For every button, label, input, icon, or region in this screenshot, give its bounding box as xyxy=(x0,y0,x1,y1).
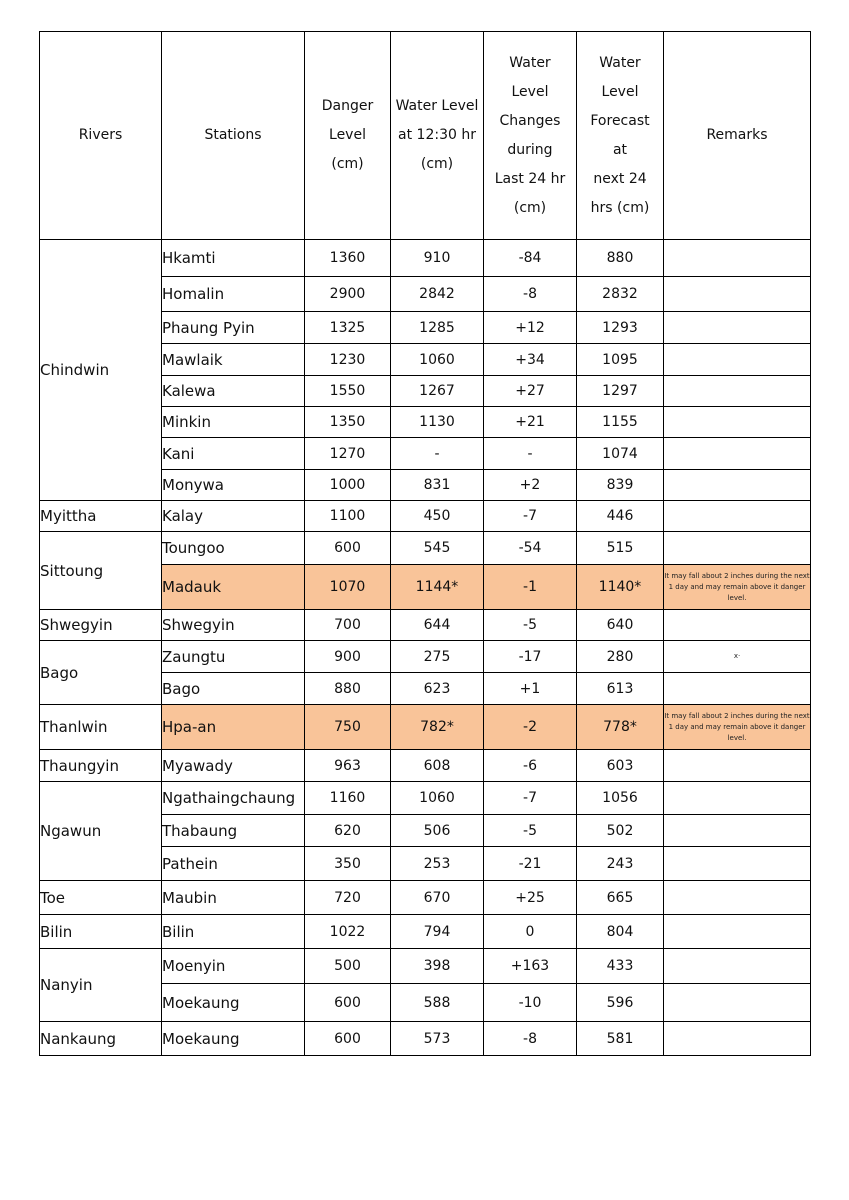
level-change-cell: - xyxy=(484,438,577,470)
forecast-cell: 665 xyxy=(577,881,664,915)
level-change-cell: +12 xyxy=(484,312,577,344)
remark-cell xyxy=(664,532,811,565)
forecast-cell: 1297 xyxy=(577,376,664,407)
water-level-cell: 545 xyxy=(391,532,484,565)
remark-cell: x· xyxy=(664,641,811,673)
river-name-cell: Thanlwin xyxy=(40,705,162,750)
remark-cell: It may fall about 2 inches during the next 1 day and may remain above it danger level. xyxy=(664,565,811,610)
danger-level-cell: 750 xyxy=(305,705,391,750)
level-change-cell: +34 xyxy=(484,344,577,376)
forecast-cell: 1074 xyxy=(577,438,664,470)
table-body xyxy=(40,240,811,1056)
forecast-cell: 581 xyxy=(577,1022,664,1056)
header-water-level: Water Level at 12:30 hr (cm) xyxy=(391,32,484,240)
water-level-cell: 506 xyxy=(391,815,484,847)
remark-cell xyxy=(664,407,811,438)
table-row xyxy=(40,501,811,532)
water-level-cell: 670 xyxy=(391,881,484,915)
table-row xyxy=(40,240,811,277)
forecast-cell: 778* xyxy=(577,705,664,750)
remark-cell xyxy=(664,312,811,344)
water-level-cell: 275 xyxy=(391,641,484,673)
river-name-cell: Nankaung xyxy=(40,1022,162,1056)
table-row xyxy=(40,915,811,949)
station-name-cell: Moekaung xyxy=(162,1022,305,1056)
table-row xyxy=(40,532,811,565)
level-change-cell: -8 xyxy=(484,277,577,312)
water-level-cell: 1130 xyxy=(391,407,484,438)
water-level-cell: 1144* xyxy=(391,565,484,610)
danger-level-cell: 900 xyxy=(305,641,391,673)
water-level-cell: 588 xyxy=(391,984,484,1022)
danger-level-cell: 1325 xyxy=(305,312,391,344)
remark-cell xyxy=(664,750,811,782)
water-level-cell: 644 xyxy=(391,610,484,641)
water-level-cell: 831 xyxy=(391,470,484,501)
river-name-cell: Toe xyxy=(40,881,162,915)
remark-cell xyxy=(664,277,811,312)
water-level-cell: 794 xyxy=(391,915,484,949)
water-level-cell: 782* xyxy=(391,705,484,750)
remark-cell: It may fall about 2 inches during the next 1 day and may remain above it danger level. xyxy=(664,705,811,750)
water-level-cell: 573 xyxy=(391,1022,484,1056)
station-name-cell: Phaung Pyin xyxy=(162,312,305,344)
forecast-cell: 1293 xyxy=(577,312,664,344)
water-level-cell: 398 xyxy=(391,949,484,984)
danger-level-cell: 1160 xyxy=(305,782,391,815)
station-name-cell: Pathein xyxy=(162,847,305,881)
remark-cell xyxy=(664,949,811,984)
station-name-cell: Minkin xyxy=(162,407,305,438)
header-stations: Stations xyxy=(162,32,305,240)
forecast-cell: 515 xyxy=(577,532,664,565)
remark-cell xyxy=(664,470,811,501)
remark-cell xyxy=(664,673,811,705)
level-change-cell: -1 xyxy=(484,565,577,610)
table-row xyxy=(40,750,811,782)
forecast-cell: 1140* xyxy=(577,565,664,610)
station-name-cell: Monywa xyxy=(162,470,305,501)
header-rivers: Rivers xyxy=(40,32,162,240)
river-name-cell: Nanyin xyxy=(40,949,162,1022)
forecast-cell: 1095 xyxy=(577,344,664,376)
water-level-cell: 910 xyxy=(391,240,484,277)
danger-level-cell: 1550 xyxy=(305,376,391,407)
river-name-cell: Chindwin xyxy=(40,240,162,501)
danger-level-cell: 1270 xyxy=(305,438,391,470)
level-change-cell: -7 xyxy=(484,501,577,532)
level-change-cell: +2 xyxy=(484,470,577,501)
level-change-cell: -7 xyxy=(484,782,577,815)
danger-level-cell: 1360 xyxy=(305,240,391,277)
level-change-cell: +21 xyxy=(484,407,577,438)
table-row xyxy=(40,881,811,915)
remark-cell xyxy=(664,376,811,407)
station-name-cell: Kalewa xyxy=(162,376,305,407)
danger-level-cell: 620 xyxy=(305,815,391,847)
danger-level-cell: 880 xyxy=(305,673,391,705)
station-name-cell: Kalay xyxy=(162,501,305,532)
remark-cell xyxy=(664,501,811,532)
water-level-cell: 450 xyxy=(391,501,484,532)
remark-cell xyxy=(664,881,811,915)
danger-level-cell: 1070 xyxy=(305,565,391,610)
river-name-cell: Bago xyxy=(40,641,162,705)
level-change-cell: +25 xyxy=(484,881,577,915)
danger-level-cell: 1100 xyxy=(305,501,391,532)
station-name-cell: Kani xyxy=(162,438,305,470)
station-name-cell: Moekaung xyxy=(162,984,305,1022)
station-name-cell: Thabaung xyxy=(162,815,305,847)
station-name-cell: Maubin xyxy=(162,881,305,915)
station-name-cell: Bago xyxy=(162,673,305,705)
river-water-level-table xyxy=(39,31,811,1056)
water-level-cell: - xyxy=(391,438,484,470)
station-name-cell: Bilin xyxy=(162,915,305,949)
remark-cell xyxy=(664,438,811,470)
remark-cell xyxy=(664,815,811,847)
danger-level-cell: 350 xyxy=(305,847,391,881)
station-name-cell: Madauk xyxy=(162,565,305,610)
table-row xyxy=(40,610,811,641)
forecast-cell: 596 xyxy=(577,984,664,1022)
forecast-cell: 613 xyxy=(577,673,664,705)
river-name-cell: Myittha xyxy=(40,501,162,532)
station-name-cell: Ngathaingchaung xyxy=(162,782,305,815)
danger-level-cell: 1000 xyxy=(305,470,391,501)
station-name-cell: Toungoo xyxy=(162,532,305,565)
remark-cell xyxy=(664,610,811,641)
level-change-cell: -5 xyxy=(484,815,577,847)
water-level-cell: 1060 xyxy=(391,782,484,815)
level-change-cell: -2 xyxy=(484,705,577,750)
level-change-cell: -84 xyxy=(484,240,577,277)
level-change-cell: -21 xyxy=(484,847,577,881)
level-change-cell: +27 xyxy=(484,376,577,407)
danger-level-cell: 1350 xyxy=(305,407,391,438)
forecast-cell: 433 xyxy=(577,949,664,984)
danger-level-cell: 1022 xyxy=(305,915,391,949)
remark-cell xyxy=(664,847,811,881)
remark-cell xyxy=(664,782,811,815)
header-danger-level: Danger Level (cm) xyxy=(305,32,391,240)
table-row xyxy=(40,949,811,984)
water-level-cell: 608 xyxy=(391,750,484,782)
water-level-cell: 1267 xyxy=(391,376,484,407)
header-level-forecast: Water Level Forecast at next 24 hrs (cm) xyxy=(577,32,664,240)
forecast-cell: 880 xyxy=(577,240,664,277)
level-change-cell: +1 xyxy=(484,673,577,705)
remark-cell xyxy=(664,1022,811,1056)
forecast-cell: 1155 xyxy=(577,407,664,438)
station-name-cell: Moenyin xyxy=(162,949,305,984)
water-level-cell: 2842 xyxy=(391,277,484,312)
forecast-cell: 804 xyxy=(577,915,664,949)
remark-cell xyxy=(664,240,811,277)
danger-level-cell: 720 xyxy=(305,881,391,915)
danger-level-cell: 500 xyxy=(305,949,391,984)
forecast-cell: 603 xyxy=(577,750,664,782)
forecast-cell: 280 xyxy=(577,641,664,673)
forecast-cell: 243 xyxy=(577,847,664,881)
river-name-cell: Bilin xyxy=(40,915,162,949)
level-change-cell: -17 xyxy=(484,641,577,673)
remark-cell xyxy=(664,984,811,1022)
level-change-cell: -6 xyxy=(484,750,577,782)
table-row xyxy=(40,782,811,815)
level-change-cell: -54 xyxy=(484,532,577,565)
danger-level-cell: 600 xyxy=(305,1022,391,1056)
danger-level-cell: 700 xyxy=(305,610,391,641)
station-name-cell: Shwegyin xyxy=(162,610,305,641)
remark-cell xyxy=(664,344,811,376)
forecast-cell: 446 xyxy=(577,501,664,532)
water-level-cell: 253 xyxy=(391,847,484,881)
danger-level-cell: 600 xyxy=(305,984,391,1022)
forecast-cell: 502 xyxy=(577,815,664,847)
river-name-cell: Ngawun xyxy=(40,782,162,881)
water-level-cell: 1285 xyxy=(391,312,484,344)
river-name-cell: Thaungyin xyxy=(40,750,162,782)
level-change-cell: -8 xyxy=(484,1022,577,1056)
river-name-cell: Shwegyin xyxy=(40,610,162,641)
remark-cell xyxy=(664,915,811,949)
danger-level-cell: 1230 xyxy=(305,344,391,376)
level-change-cell: -5 xyxy=(484,610,577,641)
header-remarks: Remarks xyxy=(664,32,811,240)
danger-level-cell: 600 xyxy=(305,532,391,565)
forecast-cell: 839 xyxy=(577,470,664,501)
danger-level-cell: 2900 xyxy=(305,277,391,312)
header-row xyxy=(40,32,811,240)
water-level-cell: 1060 xyxy=(391,344,484,376)
danger-level-cell: 963 xyxy=(305,750,391,782)
table-row xyxy=(40,1022,811,1056)
river-name-cell: Sittoung xyxy=(40,532,162,610)
station-name-cell: Homalin xyxy=(162,277,305,312)
station-name-cell: Myawady xyxy=(162,750,305,782)
water-level-cell: 623 xyxy=(391,673,484,705)
station-name-cell: Hpa-an xyxy=(162,705,305,750)
station-name-cell: Mawlaik xyxy=(162,344,305,376)
level-change-cell: 0 xyxy=(484,915,577,949)
header-level-changes: Water Level Changes during Last 24 hr (cm) xyxy=(484,32,577,240)
table-row xyxy=(40,641,811,673)
level-change-cell: +163 xyxy=(484,949,577,984)
level-change-cell: -10 xyxy=(484,984,577,1022)
station-name-cell: Zaungtu xyxy=(162,641,305,673)
table-row xyxy=(40,705,811,750)
forecast-cell: 640 xyxy=(577,610,664,641)
forecast-cell: 1056 xyxy=(577,782,664,815)
station-name-cell: Hkamti xyxy=(162,240,305,277)
forecast-cell: 2832 xyxy=(577,277,664,312)
